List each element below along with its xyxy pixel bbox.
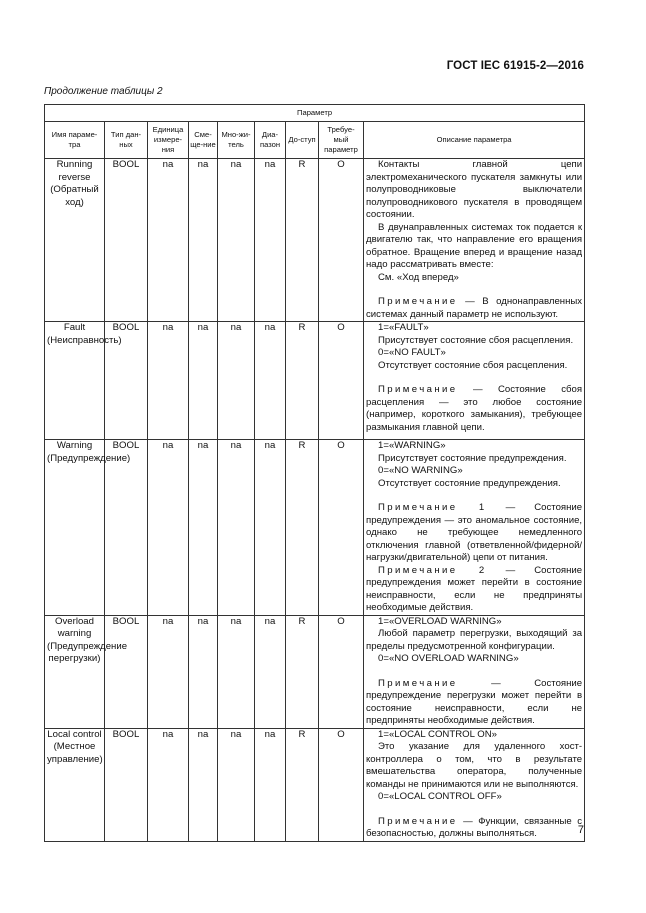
- table-row: [45, 159, 585, 322]
- table-row: [45, 728, 585, 841]
- param-unit: na: [148, 615, 189, 728]
- description-text: 0=«LOCAL CONTROL OFF»: [378, 791, 502, 802]
- col-header-multiplier: Мно-жи-тель: [218, 122, 255, 159]
- description-text: Это указание для удаленного хост-контроллера о том, что в результате вмешательства оператора, полученные команды не принимаются или не выполняются.: [366, 741, 583, 790]
- note-text: — Состояние предупреждение перегрузки может перейти в состояние неисправности, если не предприняты необходимые действия.: [366, 677, 583, 726]
- note-label: Примечание 2: [378, 564, 487, 576]
- param-name: Local control (Местное управление): [45, 728, 105, 841]
- param-name: Overload warning (Предупреждение перегрузки): [45, 615, 105, 728]
- param-unit: na: [148, 322, 189, 440]
- param-range: na: [255, 159, 286, 322]
- note: [366, 678, 582, 728]
- parameter-group-header: Параметр: [45, 105, 585, 122]
- description-text: 1=«WARNING»: [378, 440, 446, 451]
- param-description: [364, 159, 585, 322]
- col-header-type: Тип дан-ных: [105, 122, 148, 159]
- note-label: Примечание 1: [378, 502, 487, 513]
- note: [366, 296, 582, 321]
- table-caption: Продолжение таблицы 2: [44, 86, 163, 97]
- description-text: 0=«NO WARNING»: [378, 465, 463, 476]
- col-header-unit: Единица измере-ния: [148, 122, 189, 159]
- param-access: R: [286, 728, 319, 841]
- description-text: Отсутствует состояние предупреждения.: [378, 477, 561, 489]
- param-name: Fault (Неисправность): [45, 322, 105, 440]
- param-type: BOOL: [105, 440, 148, 616]
- description-text: 1=«OVERLOAD WARNING»: [378, 615, 502, 627]
- table-row: [45, 615, 585, 728]
- param-multiplier: na: [218, 440, 255, 616]
- param-description: [364, 615, 585, 728]
- param-multiplier: na: [218, 728, 255, 841]
- note: [366, 816, 582, 841]
- param-description: [364, 440, 585, 616]
- note-label: Примечание: [378, 384, 458, 395]
- param-description: [364, 322, 585, 440]
- param-access: R: [286, 322, 319, 440]
- description-text: Любой параметр перегрузки, выходящий за пределы предусмотренной конфигурации.: [366, 628, 583, 652]
- description-text: В двунаправленных системах ток подается к двигателю так, что направление его вращения обратное. Вращение вперед и вращение назад надо рассматривать вместе:: [366, 221, 583, 270]
- param-offset: na: [189, 440, 218, 616]
- note-label: Примечание: [378, 296, 458, 307]
- param-required: O: [319, 159, 364, 322]
- note-text: — Функции, связанные с безопасностью, должны выполняться.: [366, 815, 583, 839]
- table-row: [45, 440, 585, 616]
- page-number: 7: [577, 824, 584, 836]
- description-text: См. «Ход вперед»: [378, 271, 459, 283]
- param-offset: na: [189, 728, 218, 841]
- param-required: O: [319, 615, 364, 728]
- param-range: na: [255, 322, 286, 440]
- param-type: BOOL: [105, 159, 148, 322]
- col-header-range: Диа-пазон: [255, 122, 286, 159]
- param-type: BOOL: [105, 322, 148, 440]
- param-range: na: [255, 728, 286, 841]
- param-required: O: [319, 440, 364, 616]
- param-multiplier: na: [218, 159, 255, 322]
- description-text: Присутствует состояние сбоя расцепления.: [378, 334, 574, 346]
- col-header-access: До-ступ: [286, 122, 319, 159]
- param-multiplier: na: [218, 322, 255, 440]
- description-text: 1=«FAULT»: [378, 322, 429, 333]
- note-text: — Состояние предупреждения — это аномальное состояние, однако не требующее немедленного отключения главной (ответвленной/фидерной/нагрузки/двигательной) цепи от питания.: [366, 502, 583, 563]
- note-label: Примечание: [378, 815, 458, 827]
- note: [366, 502, 582, 565]
- param-unit: na: [148, 440, 189, 616]
- col-header-name: Имя параме-тра: [45, 122, 105, 159]
- description-text: 0=«NO OVERLOAD WARNING»: [378, 653, 519, 664]
- param-type: BOOL: [105, 615, 148, 728]
- document-header: ГОСТ IEC 61915-2—2016: [446, 60, 584, 72]
- param-access: R: [286, 440, 319, 616]
- description-text: Присутствует состояние предупреждения.: [378, 452, 567, 464]
- col-header-offset: Сме-ще-ние: [189, 122, 218, 159]
- description-text: Контакты главной цепи электромеханического пускателя замкнуты или полупроводниковые выключатели полупроводникового пускателя в проводящем состоянии.: [366, 159, 583, 220]
- param-type: BOOL: [105, 728, 148, 841]
- param-offset: na: [189, 615, 218, 728]
- description-text: 1=«LOCAL CONTROL ON»: [378, 728, 497, 740]
- param-access: R: [286, 159, 319, 322]
- param-description: [364, 728, 585, 841]
- note: [366, 384, 582, 434]
- description-text: Отсутствует состояние сбоя расцепления.: [378, 359, 568, 371]
- param-range: na: [255, 440, 286, 616]
- param-unit: na: [148, 159, 189, 322]
- col-header-description: Описание параметра: [364, 122, 585, 159]
- param-offset: na: [189, 322, 218, 440]
- note-label: Примечание: [378, 677, 458, 689]
- param-unit: na: [148, 728, 189, 841]
- param-offset: na: [189, 159, 218, 322]
- param-range: na: [255, 615, 286, 728]
- parameter-table: [44, 104, 585, 842]
- note-text: — В однонаправленных системах данный параметр не используют.: [366, 296, 583, 320]
- table-row: [45, 322, 585, 440]
- param-name: Running reverse (Обратный ход): [45, 159, 105, 322]
- param-required: O: [319, 728, 364, 841]
- param-name: Warning (Предупреждение): [45, 440, 105, 616]
- note-text: — Состояние сбоя расцепления — это любое состояние (например, короткого замыкания), требующее размыкания главной цепи.: [366, 384, 583, 433]
- param-access: R: [286, 615, 319, 728]
- col-header-required: Требуе-мый параметр: [319, 122, 364, 159]
- description-text: 0=«NO FAULT»: [378, 347, 446, 358]
- note: [366, 565, 582, 615]
- param-multiplier: na: [218, 615, 255, 728]
- note-text: — Состояние предупреждения может перейти в состояние неисправности, если не предприняты необходимые действия.: [366, 564, 583, 613]
- param-required: O: [319, 322, 364, 440]
